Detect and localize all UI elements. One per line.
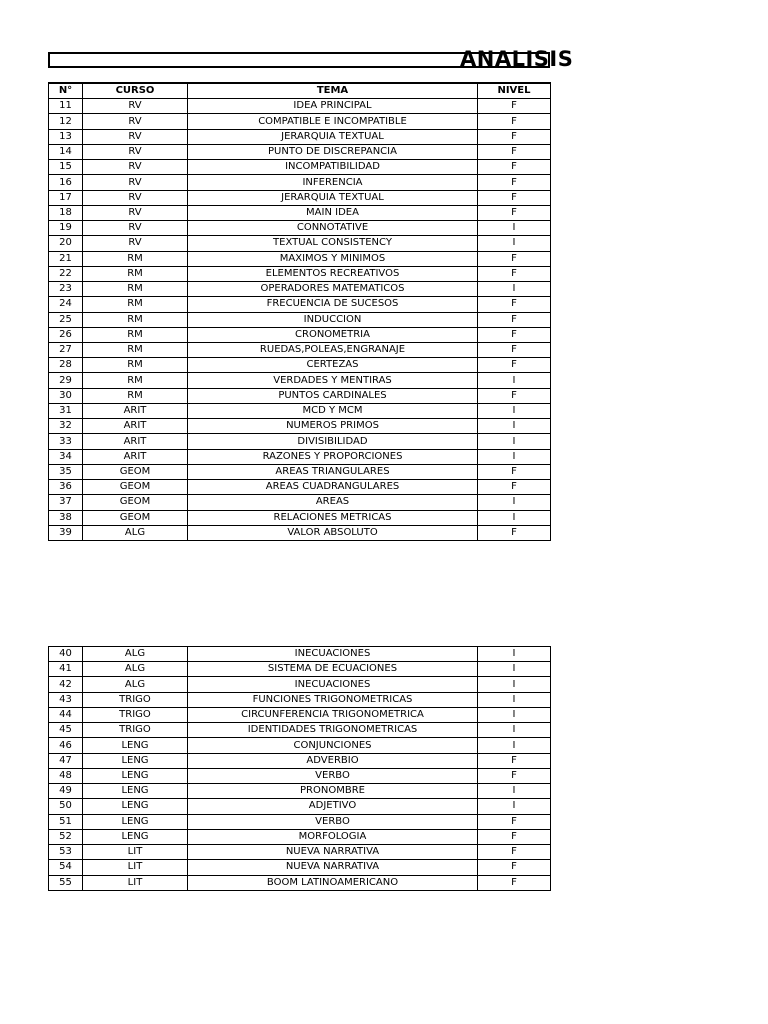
cell-no: 45 xyxy=(49,723,83,738)
topics-table-1 xyxy=(48,82,551,541)
cell-no: 26 xyxy=(49,327,83,342)
cell-nivel: I xyxy=(478,419,551,434)
cell-nivel: F xyxy=(478,190,551,205)
page-title: ANALISIS xyxy=(460,47,574,71)
cell-curso: ARIT xyxy=(83,419,188,434)
cell-nivel: F xyxy=(478,342,551,357)
cell-no: 33 xyxy=(49,434,83,449)
cell-no: 52 xyxy=(49,829,83,844)
cell-no: 41 xyxy=(49,662,83,677)
table-row xyxy=(49,768,551,783)
cell-tema: VERBO xyxy=(188,814,478,829)
cell-no: 19 xyxy=(49,221,83,236)
cell-curso: LIT xyxy=(83,860,188,875)
cell-nivel: F xyxy=(478,845,551,860)
table-row xyxy=(49,99,551,114)
table-row xyxy=(49,282,551,297)
table-row xyxy=(49,373,551,388)
cell-nivel: F xyxy=(478,251,551,266)
table-row xyxy=(49,266,551,281)
cell-nivel: I xyxy=(478,738,551,753)
cell-no: 28 xyxy=(49,358,83,373)
table-row xyxy=(49,525,551,540)
cell-nivel: F xyxy=(478,829,551,844)
cell-tema: ADVERBIO xyxy=(188,753,478,768)
table-row xyxy=(49,358,551,373)
table-row xyxy=(49,875,551,890)
table-row xyxy=(49,799,551,814)
cell-tema: INECUACIONES xyxy=(188,647,478,662)
cell-curso: RM xyxy=(83,327,188,342)
cell-curso: GEOM xyxy=(83,480,188,495)
cell-tema: MAXIMOS Y MINIMOS xyxy=(188,251,478,266)
cell-curso: TRIGO xyxy=(83,692,188,707)
cell-nivel: F xyxy=(478,480,551,495)
cell-curso: RV xyxy=(83,205,188,220)
cell-tema: BOOM LATINOAMERICANO xyxy=(188,875,478,890)
header-curso: CURSO xyxy=(83,83,188,99)
cell-tema: VERBO xyxy=(188,768,478,783)
cell-curso: LIT xyxy=(83,875,188,890)
cell-curso: RM xyxy=(83,251,188,266)
cell-no: 12 xyxy=(49,114,83,129)
cell-no: 54 xyxy=(49,860,83,875)
cell-curso: TRIGO xyxy=(83,707,188,722)
cell-tema: IDEA PRINCIPAL xyxy=(188,99,478,114)
table-row xyxy=(49,677,551,692)
table-row xyxy=(49,464,551,479)
cell-nivel: I xyxy=(478,282,551,297)
cell-curso: RM xyxy=(83,266,188,281)
cell-curso: RM xyxy=(83,373,188,388)
cell-tema: PUNTO DE DISCREPANCIA xyxy=(188,144,478,159)
cell-tema: MCD Y MCM xyxy=(188,403,478,418)
cell-curso: LENG xyxy=(83,799,188,814)
cell-tema: AREAS TRIANGULARES xyxy=(188,464,478,479)
cell-curso: ARIT xyxy=(83,434,188,449)
cell-curso: LIT xyxy=(83,845,188,860)
cell-no: 13 xyxy=(49,129,83,144)
table-row xyxy=(49,495,551,510)
cell-curso: LENG xyxy=(83,753,188,768)
table-row xyxy=(49,297,551,312)
cell-curso: RM xyxy=(83,297,188,312)
cell-nivel: I xyxy=(478,403,551,418)
title-box xyxy=(48,47,574,71)
cell-curso: RM xyxy=(83,282,188,297)
cell-no: 35 xyxy=(49,464,83,479)
cell-nivel: I xyxy=(478,707,551,722)
cell-nivel: F xyxy=(478,388,551,403)
table-row xyxy=(49,829,551,844)
table-row xyxy=(49,175,551,190)
cell-nivel: F xyxy=(478,814,551,829)
table-row xyxy=(49,251,551,266)
cell-curso: RV xyxy=(83,236,188,251)
cell-curso: LENG xyxy=(83,784,188,799)
cell-curso: RV xyxy=(83,144,188,159)
cell-nivel: F xyxy=(478,114,551,129)
cell-nivel: I xyxy=(478,495,551,510)
cell-no: 29 xyxy=(49,373,83,388)
cell-no: 30 xyxy=(49,388,83,403)
table-row xyxy=(49,449,551,464)
header-row xyxy=(49,83,551,99)
table-row xyxy=(49,753,551,768)
table-row xyxy=(49,403,551,418)
cell-no: 22 xyxy=(49,266,83,281)
cell-curso: LENG xyxy=(83,814,188,829)
cell-tema: FUNCIONES TRIGONOMETRICAS xyxy=(188,692,478,707)
cell-curso: RV xyxy=(83,221,188,236)
table-row xyxy=(49,160,551,175)
cell-tema: AREAS xyxy=(188,495,478,510)
cell-tema: PUNTOS CARDINALES xyxy=(188,388,478,403)
table-row xyxy=(49,845,551,860)
cell-tema: ADJETIVO xyxy=(188,799,478,814)
table-row xyxy=(49,662,551,677)
table-row xyxy=(49,814,551,829)
cell-no: 38 xyxy=(49,510,83,525)
topics-table-2 xyxy=(48,646,551,891)
table-row xyxy=(49,434,551,449)
cell-tema: JERARQUIA TEXTUAL xyxy=(188,129,478,144)
cell-nivel: F xyxy=(478,327,551,342)
cell-no: 50 xyxy=(49,799,83,814)
cell-no: 17 xyxy=(49,190,83,205)
cell-nivel: F xyxy=(478,768,551,783)
cell-nivel: F xyxy=(478,160,551,175)
table-row xyxy=(49,510,551,525)
cell-nivel: F xyxy=(478,297,551,312)
cell-no: 37 xyxy=(49,495,83,510)
table-row xyxy=(49,388,551,403)
cell-no: 27 xyxy=(49,342,83,357)
cell-no: 44 xyxy=(49,707,83,722)
cell-tema: PRONOMBRE xyxy=(188,784,478,799)
cell-no: 39 xyxy=(49,525,83,540)
cell-nivel: F xyxy=(478,464,551,479)
cell-no: 47 xyxy=(49,753,83,768)
cell-tema: CONJUNCIONES xyxy=(188,738,478,753)
cell-curso: TRIGO xyxy=(83,723,188,738)
cell-nivel: I xyxy=(478,677,551,692)
cell-no: 34 xyxy=(49,449,83,464)
cell-nivel: I xyxy=(478,236,551,251)
cell-tema: ELEMENTOS RECREATIVOS xyxy=(188,266,478,281)
cell-nivel: F xyxy=(478,875,551,890)
cell-tema: NUMEROS PRIMOS xyxy=(188,419,478,434)
cell-tema: INDUCCION xyxy=(188,312,478,327)
cell-curso: RM xyxy=(83,312,188,327)
cell-no: 43 xyxy=(49,692,83,707)
cell-curso: ALG xyxy=(83,525,188,540)
cell-nivel: I xyxy=(478,784,551,799)
cell-nivel: I xyxy=(478,221,551,236)
table-row xyxy=(49,860,551,875)
cell-tema: INECUACIONES xyxy=(188,677,478,692)
cell-tema: MORFOLOGIA xyxy=(188,829,478,844)
table-row xyxy=(49,221,551,236)
cell-curso: ALG xyxy=(83,677,188,692)
cell-nivel: I xyxy=(478,799,551,814)
table-row xyxy=(49,707,551,722)
table-row xyxy=(49,784,551,799)
cell-no: 25 xyxy=(49,312,83,327)
cell-no: 40 xyxy=(49,647,83,662)
cell-curso: RV xyxy=(83,160,188,175)
cell-tema: AREAS CUADRANGULARES xyxy=(188,480,478,495)
cell-curso: LENG xyxy=(83,738,188,753)
cell-curso: RV xyxy=(83,114,188,129)
cell-tema: COMPATIBLE E INCOMPATIBLE xyxy=(188,114,478,129)
cell-nivel: F xyxy=(478,860,551,875)
table-row xyxy=(49,190,551,205)
cell-no: 32 xyxy=(49,419,83,434)
cell-tema: VALOR ABSOLUTO xyxy=(188,525,478,540)
cell-curso: RV xyxy=(83,99,188,114)
cell-no: 11 xyxy=(49,99,83,114)
cell-nivel: F xyxy=(478,144,551,159)
cell-tema: CRONOMETRIA xyxy=(188,327,478,342)
table-row xyxy=(49,327,551,342)
cell-nivel: F xyxy=(478,312,551,327)
cell-tema: CIRCUNFERENCIA TRIGONOMETRICA xyxy=(188,707,478,722)
cell-tema: NUEVA NARRATIVA xyxy=(188,845,478,860)
cell-curso: ALG xyxy=(83,662,188,677)
cell-no: 18 xyxy=(49,205,83,220)
cell-curso: ALG xyxy=(83,647,188,662)
cell-nivel: F xyxy=(478,205,551,220)
cell-nivel: F xyxy=(478,753,551,768)
cell-curso: ARIT xyxy=(83,449,188,464)
cell-tema: FRECUENCIA DE SUCESOS xyxy=(188,297,478,312)
header-no: N° xyxy=(49,83,83,99)
cell-tema: RAZONES Y PROPORCIONES xyxy=(188,449,478,464)
cell-no: 53 xyxy=(49,845,83,860)
cell-tema: JERARQUIA TEXTUAL xyxy=(188,190,478,205)
cell-tema: SISTEMA DE ECUACIONES xyxy=(188,662,478,677)
cell-no: 55 xyxy=(49,875,83,890)
table-row xyxy=(49,312,551,327)
cell-no: 48 xyxy=(49,768,83,783)
cell-nivel: F xyxy=(478,99,551,114)
cell-tema: TEXTUAL CONSISTENCY xyxy=(188,236,478,251)
cell-nivel: I xyxy=(478,434,551,449)
cell-tema: DIVISIBILIDAD xyxy=(188,434,478,449)
cell-no: 21 xyxy=(49,251,83,266)
table-row xyxy=(49,236,551,251)
cell-curso: RV xyxy=(83,190,188,205)
cell-no: 15 xyxy=(49,160,83,175)
cell-nivel: I xyxy=(478,647,551,662)
cell-no: 24 xyxy=(49,297,83,312)
table-row xyxy=(49,114,551,129)
cell-no: 42 xyxy=(49,677,83,692)
cell-no: 49 xyxy=(49,784,83,799)
header-tema: TEMA xyxy=(188,83,478,99)
cell-tema: INFERENCIA xyxy=(188,175,478,190)
cell-curso: RM xyxy=(83,342,188,357)
table-row xyxy=(49,738,551,753)
cell-tema: MAIN IDEA xyxy=(188,205,478,220)
cell-tema: IDENTIDADES TRIGONOMETRICAS xyxy=(188,723,478,738)
cell-no: 23 xyxy=(49,282,83,297)
cell-nivel: F xyxy=(478,358,551,373)
cell-tema: CONNOTATIVE xyxy=(188,221,478,236)
table-row xyxy=(49,723,551,738)
table-row xyxy=(49,129,551,144)
cell-nivel: I xyxy=(478,662,551,677)
table-row xyxy=(49,692,551,707)
cell-tema: NUEVA NARRATIVA xyxy=(188,860,478,875)
cell-no: 51 xyxy=(49,814,83,829)
cell-curso: GEOM xyxy=(83,464,188,479)
table-row xyxy=(49,144,551,159)
cell-curso: ARIT xyxy=(83,403,188,418)
cell-nivel: I xyxy=(478,449,551,464)
table-row xyxy=(49,647,551,662)
cell-tema: INCOMPATIBILIDAD xyxy=(188,160,478,175)
cell-nivel: F xyxy=(478,525,551,540)
cell-curso: GEOM xyxy=(83,510,188,525)
cell-nivel: I xyxy=(478,510,551,525)
cell-tema: CERTEZAS xyxy=(188,358,478,373)
cell-no: 36 xyxy=(49,480,83,495)
cell-no: 46 xyxy=(49,738,83,753)
cell-curso: RM xyxy=(83,358,188,373)
cell-no: 31 xyxy=(49,403,83,418)
table-row xyxy=(49,205,551,220)
cell-nivel: F xyxy=(478,175,551,190)
cell-nivel: F xyxy=(478,129,551,144)
cell-tema: RELACIONES METRICAS xyxy=(188,510,478,525)
cell-no: 16 xyxy=(49,175,83,190)
table-row xyxy=(49,480,551,495)
cell-curso: LENG xyxy=(83,829,188,844)
cell-nivel: I xyxy=(478,723,551,738)
cell-curso: GEOM xyxy=(83,495,188,510)
cell-no: 20 xyxy=(49,236,83,251)
header-nivel: NIVEL xyxy=(478,83,551,99)
cell-nivel: F xyxy=(478,266,551,281)
cell-curso: RM xyxy=(83,388,188,403)
cell-nivel: I xyxy=(478,373,551,388)
cell-curso: RV xyxy=(83,129,188,144)
table-row xyxy=(49,342,551,357)
cell-curso: RV xyxy=(83,175,188,190)
cell-no: 14 xyxy=(49,144,83,159)
table-row xyxy=(49,419,551,434)
cell-curso: LENG xyxy=(83,768,188,783)
cell-tema: OPERADORES MATEMATICOS xyxy=(188,282,478,297)
cell-tema: VERDADES Y MENTIRAS xyxy=(188,373,478,388)
cell-tema: RUEDAS,POLEAS,ENGRANAJE xyxy=(188,342,478,357)
cell-nivel: I xyxy=(478,692,551,707)
